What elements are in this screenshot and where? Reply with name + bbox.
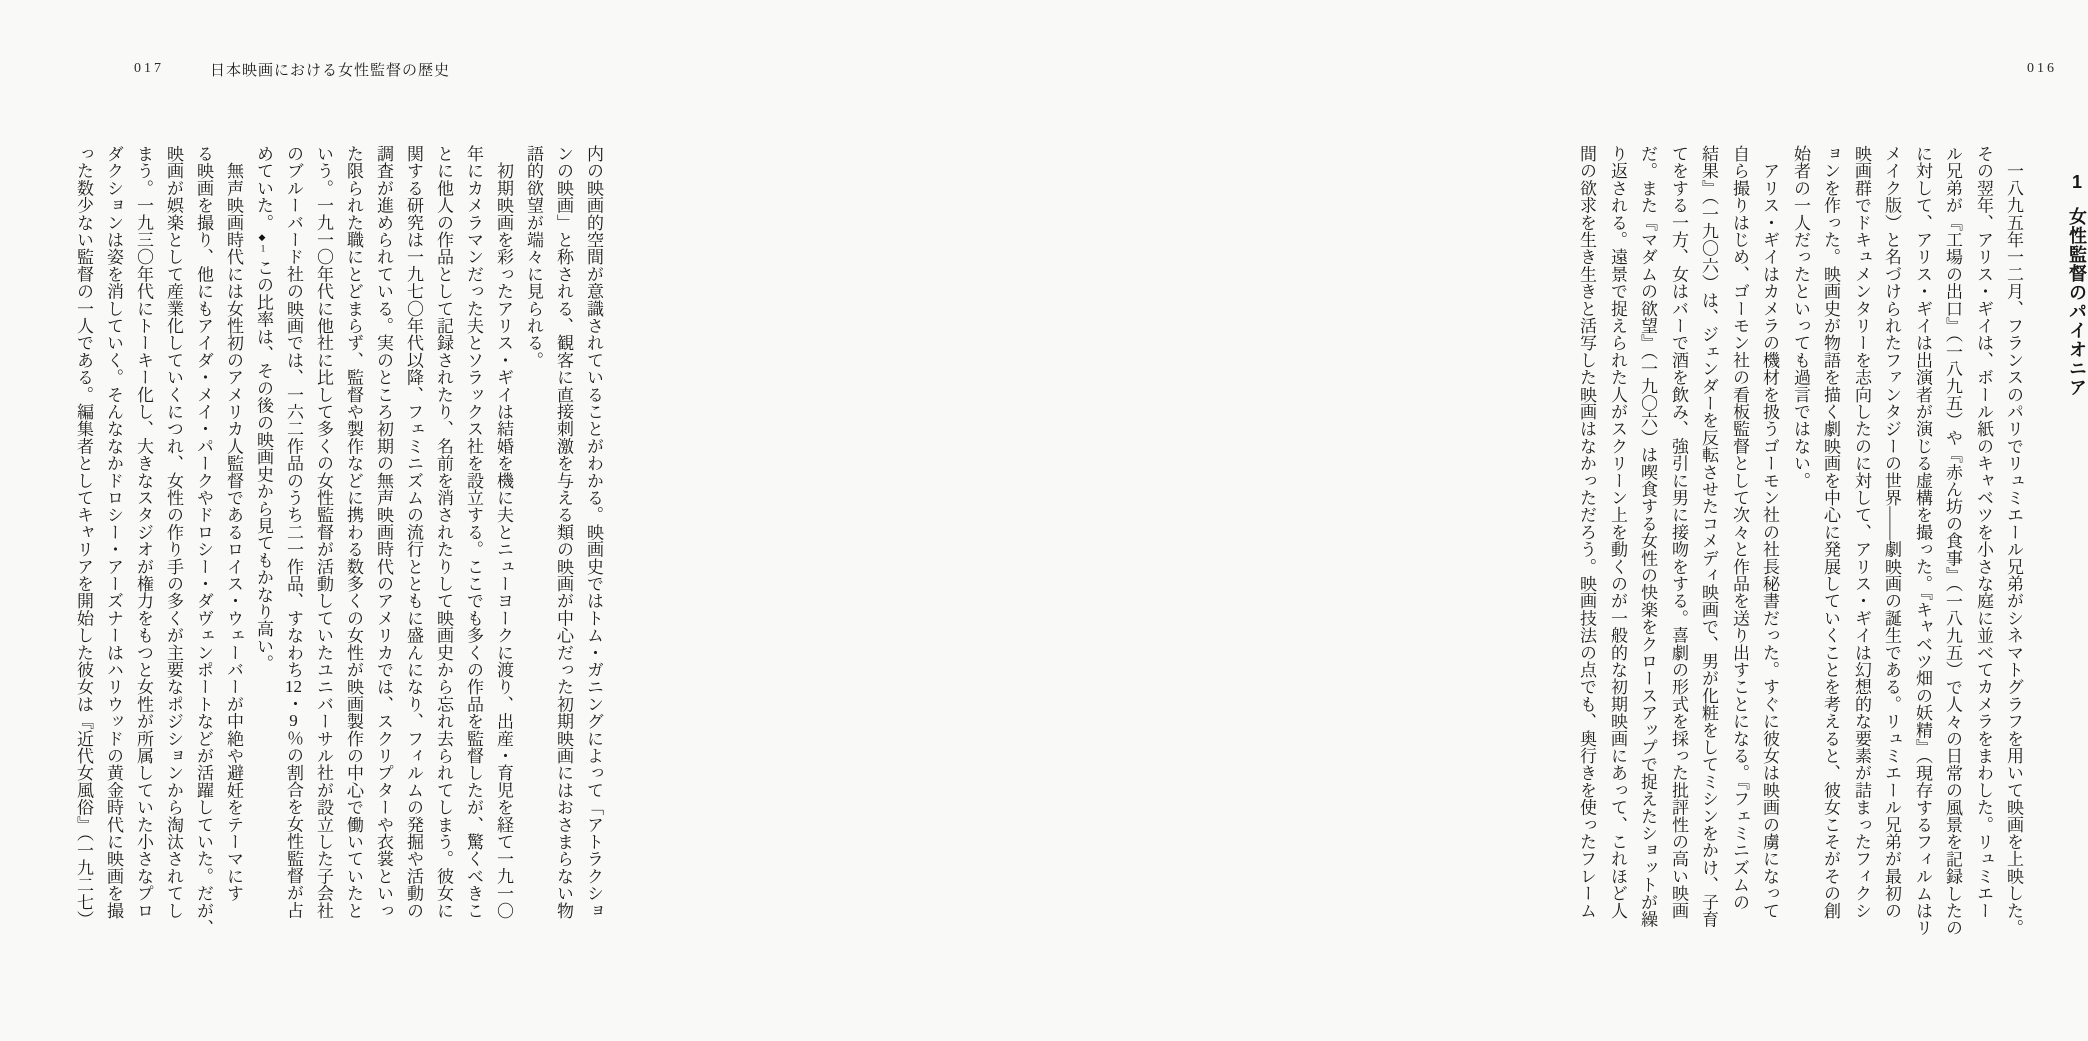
text-column: 内の映画的空間が意識されていることがわかる。映画史ではトム・ガニングによって「アトラクショ — [584, 145, 603, 919]
text-column: 間の欲求を生き生きと活写した映画はなかっただろう。映画技法の点でも、奥行きを使ったフレーム — [1577, 145, 1596, 919]
text-column: 調査が進められている。実のところ初期の無声映画時代のアメリカでは、スクリプターや衣裳といっ — [374, 145, 393, 919]
text-column: 関する研究は一九七〇年代以降、フェミニズムの流行とともに盛んになり、フィルムの発掘や活動の — [404, 145, 423, 919]
chapter-number: 1 — [2067, 172, 2087, 193]
text-column: アリス・ギイはカメラの機材を扱うゴーモン社の社長秘書だった。すぐに彼女は映画の虜になって — [1760, 145, 1779, 919]
text-column: 初期映画を彩ったアリス・ギイは結婚を機に夫とニューヨークに渡り、出産・育児を経て一九一〇 — [494, 145, 513, 919]
column-text: めていた。 — [254, 145, 273, 231]
text-column: る映画を撮り、他にもアイダ・メイ・パークやドロシー・ダヴェンポートなどが活躍していた。だが、 — [194, 145, 213, 937]
text-column: 一八九五年一二月、フランスのパリでリュミエール兄弟がシネマトグラフを用いて映画を上映した。 — [2004, 145, 2023, 937]
page-left — [0, 0, 730, 1041]
text-column: その翌年、アリス・ギイは、ボール紙のキャベツを小さな庭に並べてカメラをまわした。リュミエー — [1974, 145, 1993, 919]
text-column: ダクションは姿を消していく。そんななかドロシー・アーズナーはハリウッドの黄金時代に映画を撮 — [104, 145, 123, 919]
ratio-number: 12 — [285, 678, 302, 696]
text-column: 映画群でドキュメンタリーを志向したのに対して、アリス・ギイは幻想的な要素が詰まったフィクシ — [1852, 145, 1871, 919]
text-column: 結果』（一九〇六）は、ジェンダーを反転させたコメディ映画で、男が化粧をしてミシンをかけ、子育 — [1699, 145, 1718, 928]
text-column: り返される。遠景で捉えられた人がスクリーン上を動くのが一般的な初期映画にあって、これほど人 — [1608, 145, 1627, 919]
text-column: 年にカメラマンだった夫とソラックス社を設立する。ここでも多くの作品を監督したが、驚くべきこ — [464, 145, 483, 919]
page-number-left: 017 — [134, 61, 164, 76]
chapter-title: 女性監督のパイオニア — [2067, 207, 2087, 397]
column-text: ％の割合を女性監督が占 — [284, 729, 303, 919]
page-number-right: 016 — [2027, 61, 2057, 76]
ratio-dot: ・ — [284, 695, 303, 713]
running-head: 日本映画における女性監督の歴史 — [210, 63, 451, 79]
page-right — [730, 0, 2087, 1041]
text-column: 映画が娯楽として産業化していくにつれ、女性の作り手の多くが主要なポジションから淘汰されてし — [164, 145, 183, 919]
chapter-heading — [2066, 172, 2088, 397]
text-column: ョンを作った。映画史が物語を描く劇映画を中心に発展していくことを考えると、彼女こそがその創 — [1821, 145, 1840, 919]
text-column: た限られた職にとどまらず、監督や製作などに携わる数多くの女性が映画製作の中心で働いていたと — [344, 145, 363, 919]
text-column-with-note — [254, 145, 272, 672]
text-column: いう。一九一〇年代に他社に比して多くの女性監督が活動していたユニバーサル社が設立した子会社 — [314, 145, 333, 919]
text-column: 語的欲望が端々に見られる。 — [524, 145, 543, 369]
text-column: 無声映画時代には女性初のアメリカ人監督であるロイス・ウェーバーが中絶や避妊をテーマにす — [224, 145, 243, 902]
text-column: だ。また『マダムの欲望』（一九〇六）は喫食する女性の快楽をクロースアップで捉えたショットが繰 — [1638, 145, 1657, 928]
column-text: この比率は、その後の映画史から見てもかなり高い。 — [254, 259, 273, 672]
column-text: のブルーバード社の映画では、一六二作品のうち二一作品、すなわち — [284, 145, 303, 679]
text-column: ル兄弟が『工場の出口』（一八九五）や『赤ん坊の食事』（一八九五）で人々の日常の風景を記録したの — [1943, 145, 1962, 937]
text-column-with-ratio — [284, 145, 302, 919]
text-column: まう。一九三〇年代にトーキー化し、大きなスタジオが権力をもつと女性が所属していた小さなプロ — [134, 145, 153, 919]
ratio-number: 9 — [289, 712, 298, 730]
text-column: に対して、アリス・ギイは出演者が演じる虚構を撮った。『キャベツ畑の妖精』（現存するフィルムはリ — [1913, 145, 1932, 937]
footnote-marker: ◆1 — [258, 233, 268, 254]
text-column: 自ら撮りはじめ、ゴーモン社の看板監督として次々と作品を送り出すことになる。『フェミニズムの — [1730, 145, 1749, 911]
text-column: とに他人の作品として記録されたり、名前を消されたりして映画史から忘れ去られてしまう。彼女に — [434, 145, 453, 919]
text-column: てをする一方、女はバーで酒を飲み、強引に男に接吻をする。喜劇の形式を採った批評性の高い映画 — [1669, 145, 1688, 919]
text-column: 始者の一人だったといっても過言ではない。 — [1791, 145, 1810, 489]
text-column: ンの映画」と称される、観客に直接刺激を与える類の映画が中心だった初期映画にはおさまらない物 — [554, 145, 573, 919]
text-column: った数少ない監督の一人である。編集者としてキャリアを開始した彼女は『近代女風俗』（一九二七） — [74, 145, 93, 928]
text-column: メイク版）と名づけられたファンタジーの世界――劇映画の誕生である。リュミエール兄弟が最初の — [1882, 145, 1901, 919]
